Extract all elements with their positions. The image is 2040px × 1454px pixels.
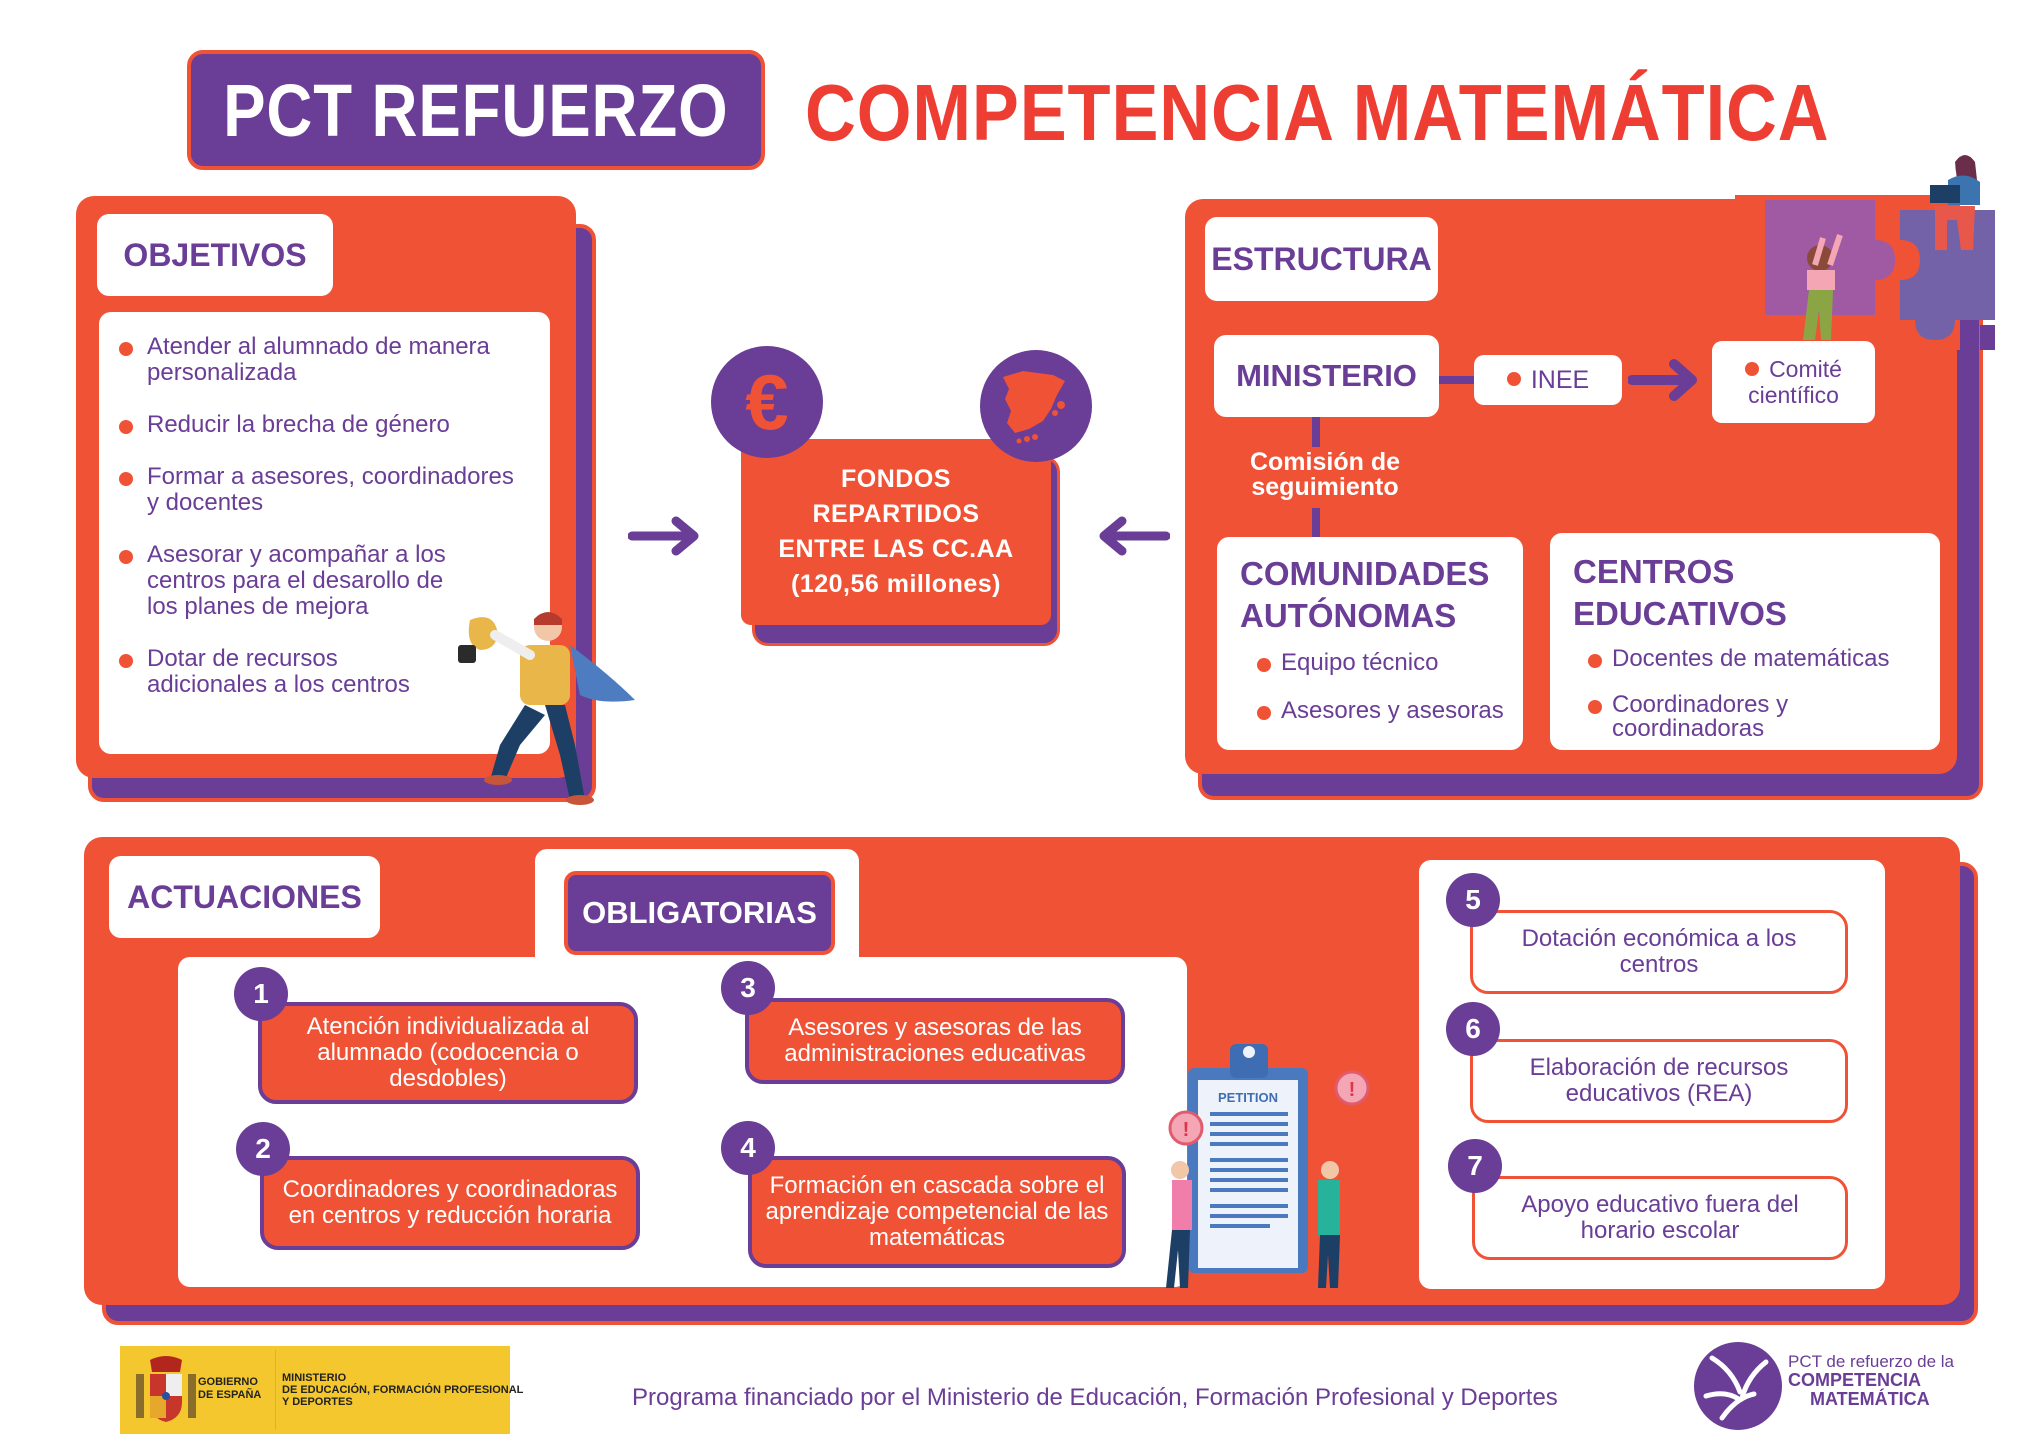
ministerio-text bbox=[282, 1372, 523, 1408]
actuaciones-heading bbox=[109, 856, 380, 938]
pct-logo-icon bbox=[1692, 1340, 1784, 1432]
gobierno-text bbox=[198, 1376, 261, 1402]
number-badge-1: 1 bbox=[234, 967, 288, 1021]
pct-logo-text bbox=[1788, 1352, 1954, 1409]
actuacion-label: Asesores y asesoras de las administraciones educativas bbox=[784, 1014, 1086, 1067]
ministerio-box bbox=[1214, 335, 1439, 417]
petition-illustration bbox=[1160, 1030, 1380, 1295]
obligatorias-tab bbox=[564, 871, 835, 955]
fondos-amount: (120,56 millones) bbox=[791, 570, 1001, 598]
ministerio-label: MINISTERIO bbox=[1236, 358, 1417, 393]
comision-seguimiento-label bbox=[1225, 450, 1425, 500]
objetivos-title: OBJETIVOS bbox=[123, 236, 307, 273]
centros-list bbox=[1588, 647, 1889, 741]
comunidades-title-line1: COMUNIDADES bbox=[1240, 555, 1490, 592]
title-badge-text: PCT REFUERZO bbox=[223, 68, 729, 152]
objetivo-item: Reducir la brecha de género bbox=[119, 412, 540, 438]
actuacion-item-6 bbox=[1470, 1039, 1848, 1123]
fondos-line: REPARTIDOS bbox=[812, 500, 980, 528]
actuacion-item-4 bbox=[748, 1156, 1126, 1268]
actuacion-label: Apoyo educativo fuera del horario escolar bbox=[1521, 1191, 1799, 1244]
centros-title bbox=[1573, 551, 1787, 635]
bullet-dot bbox=[1507, 372, 1521, 386]
actuaciones-title: ACTUACIONES bbox=[127, 878, 362, 915]
svg-text:!: ! bbox=[1182, 1119, 1190, 1141]
centros-item: Coordinadores y coordinadoras bbox=[1588, 693, 1818, 741]
fondos-line: FONDOS bbox=[841, 465, 951, 493]
objetivo-item: Asesorar y acompañar a los centros para el desarollo de los planes de mejora bbox=[119, 542, 459, 620]
number-badge-7: 7 bbox=[1448, 1139, 1502, 1193]
number-badge-6: 6 bbox=[1446, 1002, 1500, 1056]
actuacion-label: Dotación económica a los centros bbox=[1521, 925, 1797, 978]
connector-line bbox=[1439, 376, 1475, 384]
actuacion-item-3 bbox=[745, 998, 1125, 1084]
actuacion-item-7 bbox=[1472, 1176, 1848, 1260]
arrow-left-icon bbox=[1096, 516, 1170, 556]
euro-symbol: € bbox=[745, 358, 789, 446]
euro-icon bbox=[711, 346, 823, 458]
estructura-title: ESTRUCTURA bbox=[1211, 240, 1432, 277]
pct-logo-line2: COMPETENCIA bbox=[1788, 1370, 1922, 1390]
comision-line1: Comisión de bbox=[1249, 448, 1400, 476]
inee-label-wrap bbox=[1507, 366, 1589, 395]
ministerio-line3: Y DEPORTES bbox=[282, 1396, 353, 1408]
ministerio-line2: DE EDUCACIÓN, FORMACIÓN PROFESIONAL bbox=[282, 1384, 524, 1396]
comunidades-title bbox=[1240, 553, 1489, 637]
gobierno-line2: DE ESPAÑA bbox=[198, 1389, 262, 1401]
number-badge-2: 2 bbox=[236, 1122, 290, 1176]
comunidades-item: Equipo técnico bbox=[1257, 651, 1504, 675]
objetivo-item: Dotar de recursos adicionales a los centros bbox=[119, 646, 419, 698]
logo-separator bbox=[275, 1350, 276, 1430]
number-badge-4: 4 bbox=[721, 1121, 775, 1175]
actuacion-label: Elaboración de recursos educativos (REA) bbox=[1529, 1054, 1789, 1107]
gobierno-line1: GOBIERNO bbox=[198, 1376, 258, 1388]
actuacion-item-1 bbox=[258, 1002, 638, 1104]
actuacion-item-5 bbox=[1470, 910, 1848, 994]
actuacion-label: Atención individualizada al alumnado (codocencia o desdobles) bbox=[306, 1013, 590, 1092]
inee-box bbox=[1474, 355, 1622, 405]
inee-label: INEE bbox=[1530, 365, 1590, 394]
actuacion-label: Formación en cascada sobre el aprendizaje competencial de las matemáticas bbox=[765, 1172, 1109, 1251]
number-badge-3: 3 bbox=[721, 961, 775, 1015]
arrow-right-icon bbox=[628, 516, 702, 556]
pct-logo-line1: PCT de refuerzo de la bbox=[1788, 1352, 1954, 1371]
comision-line2: seguimiento bbox=[1251, 473, 1399, 501]
hero-trophy-illustration bbox=[450, 605, 640, 805]
svg-text:!: ! bbox=[1348, 1079, 1356, 1101]
comunidades-autonomas-box bbox=[1217, 537, 1523, 750]
fondos-line: ENTRE LAS CC.AA bbox=[778, 535, 1014, 563]
objetivo-item: Formar a asesores, coordinadores y docentes bbox=[119, 464, 519, 516]
comite-line1: Comité bbox=[1769, 356, 1842, 382]
centros-title-line2: EDUCATIVOS bbox=[1573, 595, 1787, 632]
comite-line1-wrap bbox=[1745, 356, 1842, 382]
number-badge-5: 5 bbox=[1446, 873, 1500, 927]
svg-text:PETITION: PETITION bbox=[1218, 1090, 1278, 1105]
comunidades-title-line2: AUTÓNOMAS bbox=[1240, 597, 1457, 634]
centros-item: Docentes de matemáticas bbox=[1588, 647, 1889, 671]
pct-logo-line3: MATEMÁTICA bbox=[1810, 1389, 1930, 1409]
obligatorias-label: OBLIGATORIAS bbox=[582, 895, 817, 930]
actuacion-label: Coordinadores y coordinadoras en centros y reducción horaria bbox=[282, 1176, 618, 1229]
objetivos-heading bbox=[97, 214, 333, 296]
centros-title-line1: CENTROS bbox=[1573, 553, 1735, 590]
ministerio-line1: MINISTERIO bbox=[282, 1372, 347, 1384]
comite-cientifico-box bbox=[1712, 341, 1875, 423]
title-badge bbox=[187, 50, 765, 170]
comunidades-item: Asesores y asesoras bbox=[1257, 699, 1504, 723]
puzzle-illustration bbox=[1735, 140, 1995, 350]
objetivo-item: Atender al alumnado de manera personalizada bbox=[119, 334, 499, 386]
connector-line bbox=[1312, 417, 1320, 447]
fondos-box bbox=[741, 439, 1051, 625]
spain-map-icon bbox=[980, 350, 1092, 462]
coat-of-arms-icon bbox=[134, 1356, 198, 1424]
estructura-heading bbox=[1205, 217, 1438, 301]
financing-note: Programa financiado por el Ministerio de Educación, Formación Profesional y Deportes bbox=[632, 1384, 1558, 1411]
spain-map-shape bbox=[993, 363, 1079, 449]
arrow-right-icon bbox=[1628, 358, 1700, 402]
centros-educativos-box bbox=[1550, 533, 1940, 750]
bullet-dot bbox=[1745, 362, 1759, 376]
page-title: COMPETENCIA MATEMÁTICA bbox=[805, 68, 1830, 157]
actuacion-item-2 bbox=[260, 1156, 640, 1250]
comunidades-list bbox=[1257, 651, 1504, 723]
connector-line bbox=[1312, 508, 1320, 538]
comite-line2: científico bbox=[1748, 382, 1839, 408]
